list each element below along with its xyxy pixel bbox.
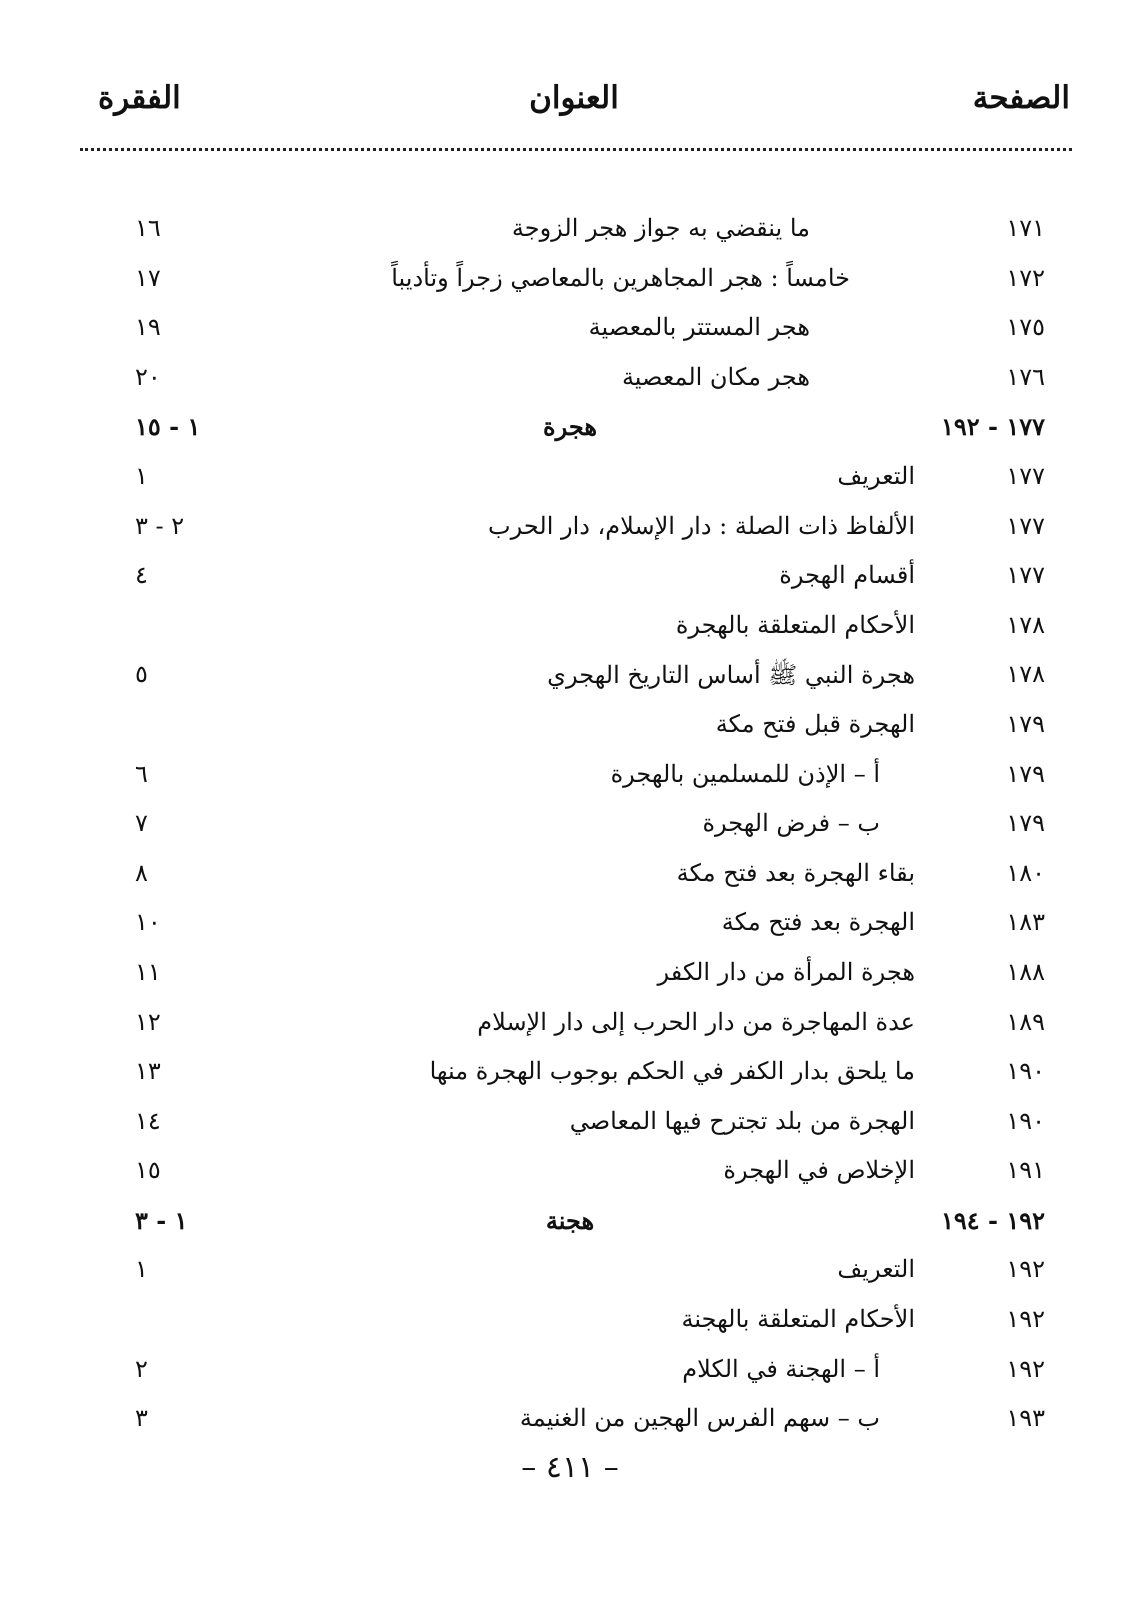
row-title: الأحكام المتعلقة بالهجنة [681,1305,915,1334]
page-number: – ٤١١ – [521,1450,619,1485]
row-paragraph: ١٣ [135,1057,161,1086]
row-title: أقسام الهجرة [779,561,915,590]
row-title: هجر المستتر بالمعصية [588,313,810,342]
row-title: هجرة النبي ﷺ أساس التاريخ الهجري [547,661,915,690]
index-row [0,458,1140,508]
row-title: ب – فرض الهجرة [702,809,880,838]
index-row [0,508,1140,558]
index-row [0,656,1140,706]
header-title-column: العنوان [529,80,619,116]
row-paragraph: ١٩ [135,313,161,342]
row-page: ١٩٠ [1006,1106,1045,1135]
row-page: ١٧٢ [1006,263,1045,292]
row-page: ١٧٨ [1006,610,1045,639]
section-row [0,1202,1140,1252]
index-row [0,260,1140,310]
row-page: ١٩٣ [1006,1404,1045,1433]
row-page: ١٨٣ [1006,908,1045,937]
index-row [0,1103,1140,1153]
index-row [0,1301,1140,1351]
row-page: ١٧٧ [1006,461,1045,490]
row-title: بقاء الهجرة بعد فتح مكة [676,858,915,887]
row-paragraph: ١٠ [135,908,161,937]
row-paragraph: ٢٠ [135,362,161,391]
row-paragraph: ٤ [135,561,148,590]
row-paragraph: ١١ [135,957,161,986]
row-title: هجر مكان المعصية [621,362,810,391]
index-row [0,904,1140,954]
row-paragraph: ١ - ١٥ [135,412,201,442]
row-title: ب – سهم الفرس الهجين من الغنيمة [519,1404,880,1433]
row-title: الهجرة قبل فتح مكة [715,709,915,738]
row-title: أ – الإذن للمسلمين بالهجرة [610,759,880,788]
row-paragraph: ١ [135,461,148,490]
row-page: ١٨٠ [1006,858,1045,887]
row-page: ١٧٧ [1006,561,1045,590]
row-title: الهجرة من بلد تجترح فيها المعاصي [569,1106,915,1135]
index-row [0,1152,1140,1202]
index-row [0,1004,1140,1054]
row-title: ما ينقضي به جواز هجر الزوجة [511,214,810,242]
row-paragraph: ١٥ [135,1156,161,1185]
row-page: ١٧١ [1006,214,1045,242]
row-page: ١٩٠ [1006,1057,1045,1086]
index-row [0,855,1140,905]
row-paragraph: ١ [135,1255,148,1284]
row-page: ١٧٧ [1006,511,1045,540]
row-paragraph: ١٤ [135,1106,161,1135]
row-page: ١٧٩ [1006,709,1045,738]
row-paragraph: ٨ [135,858,148,887]
index-rows [0,210,1140,1450]
row-title: التعريف [837,461,915,490]
row-page: ١٧٩ [1006,809,1045,838]
index-row [0,954,1140,1004]
row-page: ١٧٧ - ١٩٢ [940,412,1045,442]
row-title: أ – الهجنة في الكلام [682,1354,880,1383]
index-row [0,359,1140,409]
row-page: ١٧٨ [1006,660,1045,689]
row-page: ١٩١ [1006,1156,1045,1185]
row-page: ١٧٦ [1006,362,1045,391]
row-page: ١٩٢ [1006,1305,1045,1334]
header-paragraph-column: الفقرة [98,80,181,116]
row-paragraph: ٧ [135,809,148,838]
row-title: ما يلحق بدار الكفر في الحكم بوجوب الهجرة منها [429,1057,915,1086]
row-page: ١٧٥ [1006,313,1045,342]
row-page: ١٨٩ [1006,1007,1045,1036]
row-page: ١٧٩ [1006,759,1045,788]
row-paragraph: ٥ [135,660,148,689]
index-row [0,756,1140,806]
row-title: عدة المهاجرة من دار الحرب إلى دار الإسلام [477,1007,915,1036]
row-paragraph: ١ - ٣ [135,1205,188,1235]
index-row [0,607,1140,657]
index-row [0,1251,1140,1301]
row-paragraph: ١٢ [135,1007,161,1036]
index-row [0,557,1140,607]
table-header [78,80,1070,130]
dotted-divider [80,148,1072,151]
row-page: ١٩٢ - ١٩٤ [940,1205,1045,1235]
section-title: هجنة [545,1205,595,1235]
row-title: الإخلاص في الهجرة [723,1156,915,1185]
row-paragraph: ٢ [135,1354,148,1383]
index-row [0,1053,1140,1103]
index-row [0,309,1140,359]
index-row [0,805,1140,855]
row-page: ١٩٢ [1006,1255,1045,1284]
index-row [0,1400,1140,1450]
header-page-column: الصفحة [972,80,1070,116]
row-title: الألفاظ ذات الصلة : دار الإسلام، دار الحرب [488,511,915,540]
index-row [0,706,1140,756]
row-page: ١٨٨ [1006,957,1045,986]
row-title: الأحكام المتعلقة بالهجرة [675,610,915,639]
row-paragraph: ٦ [135,759,148,788]
row-paragraph: ١٦ [135,214,161,242]
row-title: هجرة المرأة من دار الكفر [657,957,915,986]
section-row [0,408,1140,458]
row-title: خامساً : هجر المجاهرين بالمعاصي زجراً وتأديباً [391,263,850,292]
index-row [0,1351,1140,1401]
row-paragraph: ٢ - ٣ [135,511,185,540]
index-row [0,210,1140,260]
row-title: الهجرة بعد فتح مكة [721,908,915,937]
section-title: هجرة [543,412,597,442]
row-paragraph: ٣ [135,1404,148,1433]
row-paragraph: ١٧ [135,263,161,292]
row-title: التعريف [837,1255,915,1284]
row-page: ١٩٢ [1006,1354,1045,1383]
